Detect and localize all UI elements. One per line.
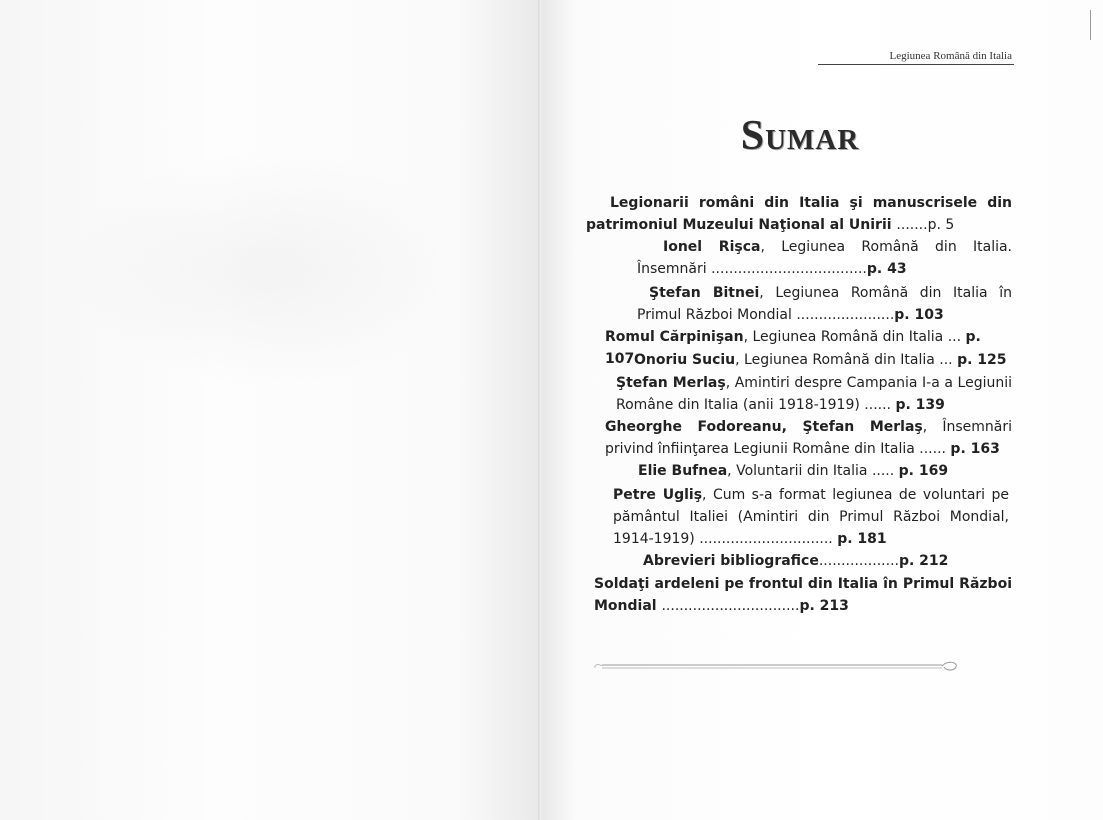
toc-entry-author: Ştefan Merlaş <box>616 375 726 391</box>
toc-entry-page: p. 103 <box>894 307 944 323</box>
toc-entry-title: Soldaţi ardeleni pe frontul din Italia în Primul Război Mondial <box>594 576 1012 614</box>
toc-entry-title: , Legiunea Română din Italia <box>735 352 935 368</box>
toc-entry-author: Onoriu Suciu <box>634 352 736 368</box>
toc-entry <box>643 550 1012 572</box>
toc-entry-page: p. 5 <box>927 217 955 233</box>
page-edge-mark <box>1090 10 1091 40</box>
page-title: Sumar <box>740 113 860 159</box>
toc-entry <box>638 460 1012 482</box>
toc-entry-page: p. 107 <box>605 329 981 367</box>
toc-entry-page: p. 212 <box>898 553 949 569</box>
toc-entry <box>586 192 1012 236</box>
toc-entry <box>634 349 1012 371</box>
toc-entry-dots: ...... <box>919 441 946 457</box>
toc-entry <box>637 282 1012 326</box>
toc-entry-dots: ................................... <box>711 261 867 277</box>
toc-entry-title: Abrevieri bibliografice <box>643 553 819 569</box>
toc-entry-dots: ....... <box>896 217 928 233</box>
toc-entry-author: Elie Bufnea <box>638 463 728 479</box>
toc-entry-dots: ............................... <box>661 598 800 614</box>
toc-entry-title: , Voluntarii din Italia <box>727 463 868 479</box>
toc-entry-title: , Legiunea Română din Italia. Însemnări <box>637 239 1013 277</box>
toc-entry <box>605 416 1012 460</box>
toc-entry-dots: ...... <box>864 397 891 413</box>
toc-entry-page: p. 43 <box>866 261 907 277</box>
toc-entry-author: Petre Ugliş <box>613 487 703 503</box>
toc-entry-dots: ..... <box>871 463 895 479</box>
running-header: Legiunea Română din Italia <box>889 50 1012 62</box>
toc-entry-page: p. 139 <box>895 397 945 413</box>
toc-entry-page: p. 163 <box>950 441 1000 457</box>
toc-entry-author: Romul Cărpinişan <box>605 329 744 345</box>
toc-entry-dots: ...................... <box>796 307 895 323</box>
toc-entry-page: p. 213 <box>799 598 849 614</box>
toc-entry-title: Legionarii români din Italia şi manuscrisele din patrimoniul Muzeului Naţional al Unirii <box>586 195 1012 233</box>
toc-entry-dots: .................. <box>818 553 899 569</box>
toc-entry <box>613 484 1009 550</box>
header-rule <box>818 64 1014 65</box>
toc-entry-title: , Amintiri despre Campania I-a a Legiunii Române din Italia (anii 1918-1919) <box>616 375 1012 413</box>
toc-entry <box>594 573 1012 617</box>
toc-entry-dots: ... <box>939 352 953 368</box>
toc-entry-page: p. 181 <box>837 531 887 547</box>
toc-entry-page: p. 169 <box>898 463 949 479</box>
toc-entry <box>637 236 1012 280</box>
left-page <box>0 0 540 820</box>
toc-entry <box>616 372 1012 416</box>
toc-entry-title: , Legiunea Română din Italia <box>743 329 944 345</box>
toc-entry-author: Gheorghe Fodoreanu, Ştefan Merlaş <box>605 419 923 435</box>
toc-entry-title: , Cum s-a format legiunea de voluntari pe pământul Italiei (Amintiri din Primul Război Mondial, 1914-1919) <box>613 487 1009 547</box>
toc-entry-page: p. 125 <box>957 352 1007 368</box>
toc-entry-author: Ştefan Bitnei <box>649 285 760 301</box>
toc-entry-dots: .............................. <box>699 531 833 547</box>
toc-entry-author: Ionel Rişca <box>663 239 761 255</box>
toc-entry-dots: ... <box>947 329 962 345</box>
toc-entry-title: , Însemnări privind înfiinţarea Legiunii Române din Italia <box>605 419 1013 457</box>
show-through-bleed <box>70 150 460 390</box>
toc-entry-title: , Legiunea Română din Italia în Primul Război Mondial <box>637 285 1012 323</box>
ornament-divider <box>592 660 972 674</box>
